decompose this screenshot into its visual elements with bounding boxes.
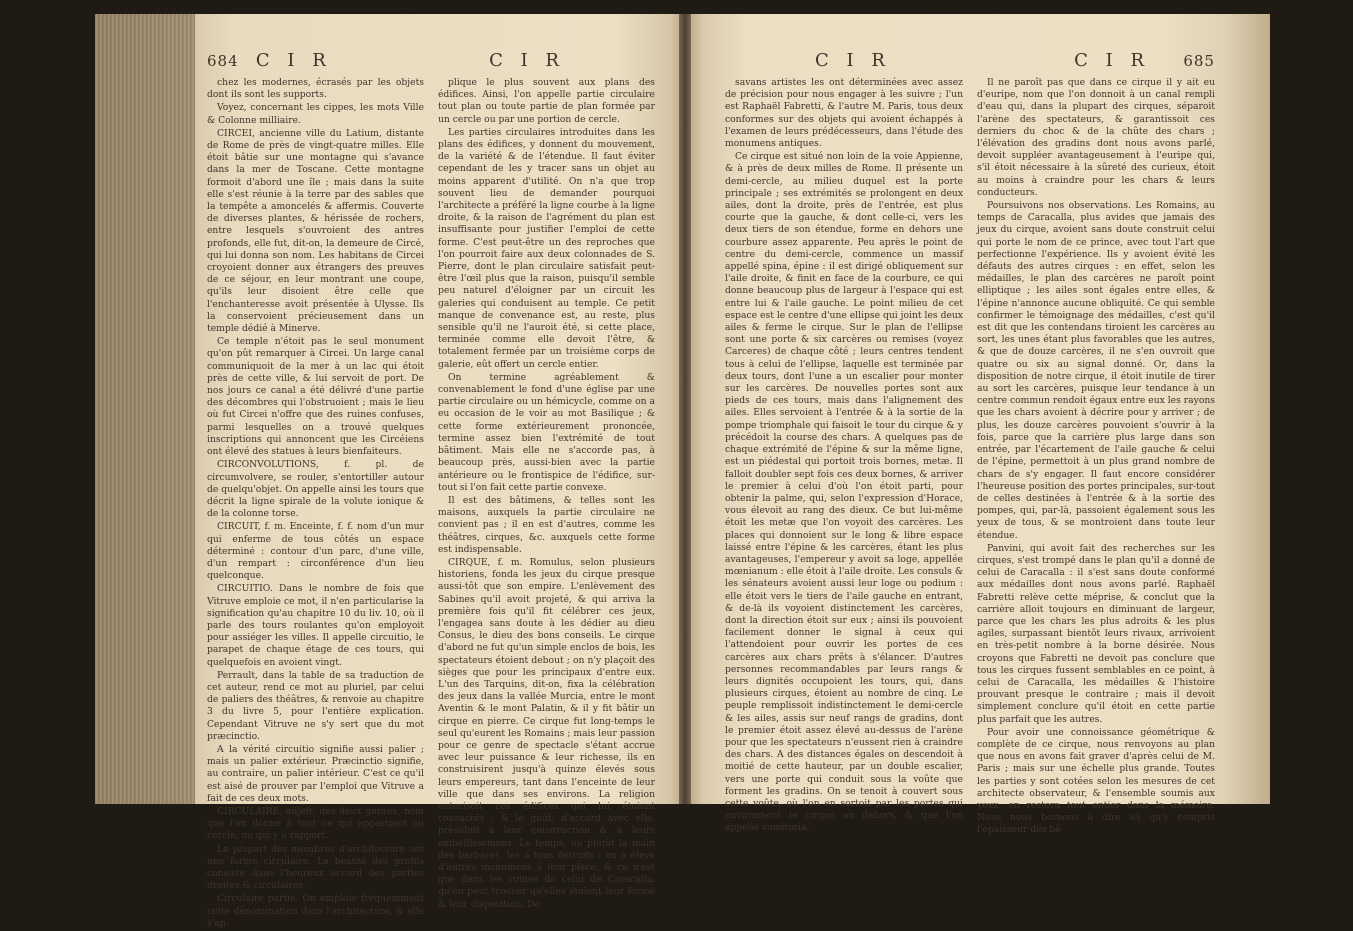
paragraph: Poursuivons nos observations. Les Romains, au temps de Caracalla, plus avides que jamais des jeux du cirque, avoient sans doute construit celui qui porte le nom de ce prince, avec tout l'art que perfectionne l'expérience. Ils y avoient évité les défauts des autres cirques : en effet, selon les médailles, le plan des carcères ne paroît point elliptique ; les ailes sont égales entre elles, & l'épine n'annonce aucune obliquité. Ce qui semble confirmer le témoignage des médailles, c'est qu'il est dit que les contendans tiroient les carcères au sort, les unes étant plus favorables que les autres, & que de douze carcères, il ne s'en ouvroit que quatre ou six au signal donné. Or, dans la disposition de notre cirque, il étoit inutile de tirer au sort les carcères, puisque leur tendance à un centre commun rendoit égaux entre eux les rayons que les chars avoient à décrire pour y arriver ; de plus, les douze carcères pouvoient s'ouvrir à la fois, parce que la carrière plus large dans son entrée, par l'écartement de l'aile gauche & celui de l'épine, permettoit à un plus grand nombre de chars de s'y engager. Il faut encore considérer l'heureuse position des portes principales, sur-tout de celles destinées à l'entrée & à la sortie des pompes, qui, par-là, passoient également sous les yeux de tous, & se montroient dans toute leur étendue. [977,200,1215,541]
left-column-head-word: C I R [489,50,565,71]
paragraph: A la vérité circuitio signifie aussi palier ; mais un palier extérieur. Præcinctio signifie, au contraire, un palier intérieur. C'est ce qu'il est aisé de prouver par l'emploi que Vitruve a fait de ces deux mots. [207,743,424,804]
book-gutter [679,14,691,804]
right-running-head [725,50,1215,71]
paragraph: CIRCEI, ancienne ville du Latium, distante de Rome de près de vingt-quatre milles. Elle étoit bâtie sur une montagne qui s'avance dans la mer de Toscane. Cette montagne formoit d'abord une île ; mais dans la suite elle s'est réunie à la terre par des sables que la tempête a amoncelés & affermis. Couverte de diverses plantes, & hérissée de rochers, entre lesquels s'ouvroient des antres profonds, elle fut, dit-on, la demeure de Circé, qui lui donna son nom. Les habitans de Circei croyoient donner aux étrangers des preuves de ce séjour, en leur montrant une coupe, qu'ils leur disoient être celle que l'enchanteresse avoit présentée à Ulysse. Ils la conservoient précieusement dans un temple dédié à Minerve. [207,127,424,335]
paragraph: Il ne paroît pas que dans ce cirque il y ait eu d'euripe, nom que l'on donnoit à un canal rempli d'eau qui, dans la plupart des cirques, séparoit l'arène des spectateurs, & garantissoit ces derniers du choc & de la chûte des chars ; l'élévation des gradins dont nous avons parlé, devoit suppléer avantageusement à l'euripe qui, s'il étoit nécessaire à la sûreté des curieux, étoit au moins à craindre pour les chars & leurs conducteurs. [977,77,1215,198]
page-edges [95,14,195,804]
paragraph: La plupart des membres d'architecture ont une forme circulaire. La beauté des profils consiste dans l'heureux accord des parties droites & circulaires. [207,843,424,892]
left-head-word: C I R [255,50,332,71]
paragraph: chez les modernes, écrasés par les objets dont ils sont les supports. [207,77,424,101]
left-column-1 [207,77,424,931]
paragraph: CIRCUIT, f. m. Enceinte, f. f. nom d'un mur qui enferme de tous côtés un espace déterminé : contour d'un parc, d'une ville, d'un rempart : circonférence d'un lieu quelconque. [207,521,424,582]
left-page-number: 684 [207,52,239,70]
paragraph: Voyez, concernant les cippes, les mots Ville & Colonne milliaire. [207,102,424,126]
paragraph: Ce temple n'étoit pas le seul monument qu'on pût remarquer à Circei. Un large canal communiquoit de la mer à un lac qui étoit près de cette ville, & lui servoit de port. De nos jours ce canal a été délivré d'une partie des décombres qui l'obstruoient ; mais le lieu où fut Circei n'offre que des ruines confuses, parmi lesquelles on a trouvé quelques inscriptions qui annoncent que les Circéiens ont élevé des statues à leurs bienfaiteurs. [207,336,424,458]
right-columns [725,77,1215,838]
paragraph: Pour avoir une connoissance géométrique & complète de ce cirque, nous renvoyons au plan que nous en avons fait graver d'après celui de M. Paris ; mais sur une échelle plus grande. Toutes les parties y sont cotées selon les mesures de cet architecte observateur, & l'ensemble soumis aux yeux, en restera tout entier dans la mémoire. Nous nous bornons à dire ici qu'y compris l'épaisseur des bâ- [977,726,1215,836]
paragraph: Ce cirque est situé non loin de la voie Appienne, & à près de deux milles de Rome. Il présente un demi-cercle, au milieu duquel est la porte principale ; ses extrémités se prolongent en deux ailes, dont la droite, près de l'entrée, est plus courte que la gauche, & dont celle-ci, vers les deux tiers de son étendue, forme en dehors une courbure assez apparente. Peu après le point de centre du demi-cercle, commence un massif appellé spina, épine : il est dirigé obliquement sur l'aile droite, & finit en face de la courbure, ce qui donne beaucoup plus de largeur à l'espace qui est entre lui & l'aile gauche. Le point milieu de cet espace est le centre d'une ellipse qui joint les deux ailes & ferme le cirque. Sur le plan de l'ellipse sont une porte & six carcères ou remises (voyez Carceres) de chaque côté ; leurs centres tendent tous à celui de l'ellipse, laquelle est terminée par deux tours, dont l'une a un escalier pour monter sur les carcères. De nouvelles portes sont aux pieds de ces tours, mais dans l'alignement des ailes. Elles servoient à l'entrée & à la sortie de la pompe triomphale qui faisoit le tour du cirque & y précédoit la course des chars. A quelques pas de chaque extrémité de l'épine & sur la même ligne, est un piédestal qui portoit trois bornes, metæ. Il falloit doubler sept fois ces deux bornes, & arriver le premier à celui d'où l'on étoit parti, pour obtenir la palme, qui, selon l'expression d'Horace, vous élevoit au rang des dieux. Ce but lui-même étoit les metæ que l'on voyoit des carcères. Les places qui donnoient sur le long & libre espace laissé entre l'épine & les carcères, étant les plus avantageuses, l'empereur y avoit sa loge, appellée mœnianum : elle étoit à l'aile droite. Les consuls & les sénateurs avoient aussi leur loge ou podium : elle étoit vers le tiers de l'aile gauche en entrant, & de-là ils voyoient distinctement les carcères, dont la direction étoit sur eux ; ainsi ils pouvoient facilement donner le signal à ceux qui l'attendoient pour ouvrir les portes de ces carcères aux chars prêts à s'élancer. D'autres personnes recommandables par leurs rangs & leurs dignités occupoient les tours, qui, dans plusieurs cirques, étoient au nombre de cinq. Le peuple remplissoit indistinctement le demi-cercle & les ailes, assis sur neuf rangs de gradins, dont le premier étoit assez élevé au-dessus de l'arène pour que les spectateurs n'eussent rien à craindre des chars. A des distances égales on descendoit à moitié de cette hauteur, par un double escalier, vers une porte qui conduit sous la voûte que forment les gradins. On se tenoit à couvert sous cette voûte, où l'on en sortoit par les portes qui environnent le cirque au dehors, & que l'on appelle vomitoria. [725,151,963,834]
left-page [95,14,685,929]
left-columns [207,77,655,931]
open-book [95,14,1270,929]
paragraph: CIRQUE, f. m. Romulus, selon plusieurs historiens, fonda les jeux du cirque presque aussi-tôt que son empire. L'enlèvement des Sabines qu'il avoit projeté, & qui arriva la première fois qu'il fit célébrer ces jeux, l'engagea sans doute à les dédier au dieu Consus, le dieu des bons conseils. Le cirque d'abord ne fut qu'un simple enclos de bois, les spectateurs étoient debout ; on n'y plaçoit des sièges que pour les principaux d'entre eux. L'un des Tarquins, dit-on, fixa la célébration des jeux dans la vallée Murcia, entre le mont Aventin & le mont Palatin, & il y fit bâtir un cirque en pierre. Ce cirque fut long-temps le seul qu'eurent les Romains ; mais leur passion pour ce genre de spectacle s'étant accrue avec leur puissance & leur richesse, ils en construisirent jusqu'à quinze élevés sous leurs empereurs, tant dans l'enceinte de leur ville que dans ses environs. La religion autorisoit ces édifices qui lui étoient consacrés ; & le goût, d'accord avec elle, présidoit à leur construction & à leurs embellissemens. Le temps, ou plutôt la main des barbares, les a tous détruits : on a élevé d'autres monumens à leur place, & ce n'est que dans les ruines de celui de Caracalla, qu'on peut trouver qu'elles étoient leur forme & leur disposition. De [438,556,655,910]
right-column-head-word: C I R [1074,50,1151,71]
right-head-word: C I R [815,50,891,71]
paragraph: Panvini, qui avoit fait des recherches sur les cirques, s'est trompé dans le plan qu'il a donné de celui de Caracalla : il s'est sans doute conformé aux médailles dont nous avons parlé. Raphaël Fabretti relève cette méprise, & conclut que la carrière alloit toujours en diminuant de largeur, parce que les chars les plus adroits & les plus agiles, surpassant bientôt leurs rivaux, arrivoient en très-petit nombre à la borne désirée. Nous croyons que Fabretti ne devoit pas conclure que tous les cirques fussent semblables en ce point, à celui de Caracalla, les médailles & l'histoire prouvant presque le contraire ; mais il devoit simplement conclure qu'il étoit en cette partie plus parfait que les autres. [977,542,1215,725]
paragraph: savans artistes les ont déterminées avec assez de précision pour nous engager à les suivre ; l'un est Raphaël Fabretti, & l'autre M. Paris, tous deux conformes sur des objets qui avoient échappés à l'examen de leurs prédécesseurs, dans l'étude des monumens antiques. [725,77,963,150]
right-page-number: 685 [1183,52,1215,70]
paragraph: CIRCUITIO. Dans le nombre de fois que Vitruve emploie ce mot, il n'en particularise la signification qu'au chapitre 10 du liv. 10, où il parle des tours roulantes qu'on employoit pour assiéger les villes. Il appelle circuitio, le parapet de chaque étage de ces tours, qui quelquefois en avoient vingt. [207,583,424,668]
paragraph: plique le plus souvent aux plans des édifices. Ainsi, l'on appelle partie circulaire tout plan ou toute partie de plan formée par un cercle ou par une portion de cercle. [438,77,655,125]
right-page [685,14,1270,836]
right-column-1 [725,77,963,838]
left-running-head [207,50,655,71]
paragraph: On termine agréablement & convenablement le fond d'une église par une partie circulaire ou un hémicycle, comme on a eu occasion de le voir au mot Basilique ; & cette forme extérieurement prononcée, termine assez bien l'extrémité de tout bâtiment. Mais elle ne s'accorde pas, à beaucoup près, aussi-bien avec la partie antérieure ou le frontispice de l'édifice, sur-tout si l'on fait cette partie convexe. [438,371,655,493]
paragraph: Les parties circulaires introduites dans les plans des édifices, y donnent du mouvement, de la variété & de l'étendue. Il faut éviter cependant de les y tracer sans un objet au moins apparent d'utilité. On n'a que trop souvent lieu de demander pourquoi l'architecte a préféré la ligne courbe à la ligne droite, & la raison de l'agrément du plan est insuffisante pour justifier l'emploi de cette forme. C'est peut-être un des reproches que l'on pourroit faire aux deux colonnades de S. Pierre, dont le plan circulaire satisfait peut-être l'œil plus que la raison, puisqu'il semble peu naturel d'éloigner par un circuit les galeries qui conduisent au temple. Ce petit manque de convenance est, au reste, plus sensible qu'il ne l'auroit été, si cette place, terminée comme elle devoit l'être, & totalement fermée par un troisième corps de galerie, eût offert un cercle entier. [438,126,655,370]
paragraph: Il est des bâtimens, & telles sont les maisons, auxquels la partie circulaire ne convient pas ; il en est d'autres, comme les théâtres, cirques, &c. auxquels cette forme est indispensable. [438,494,655,555]
paragraph: CIRCULAIRE, adjeft. des deux genres, nom que l'on donne à tout ce qui appartient au cercle, ou qui y a rapport. [207,805,424,842]
left-column-2 [438,77,655,931]
right-column-2 [977,77,1215,838]
paragraph: CIRCONVOLUTIONS, f. pl. de circumvolvere, se rouler, s'entortiller autour de quelqu'objet. On appelle ainsi les tours que décrit la ligne spirale de la volute ionique & de la colonne torse. [207,459,424,520]
paragraph: Circulaire partie. On emploie fréquemment cette dénomination dans l'architecture, & elle s'ap- [207,893,424,929]
paragraph: Perrault, dans la table de sa traduction de cet auteur, rend ce mot au pluriel, par celui de paliers des théâtres, & renvoie au chapitre 3 du livre 5, pour l'entière explication. Cependant Vitruve ne s'y sert que du mot præcinctio. [207,669,424,742]
